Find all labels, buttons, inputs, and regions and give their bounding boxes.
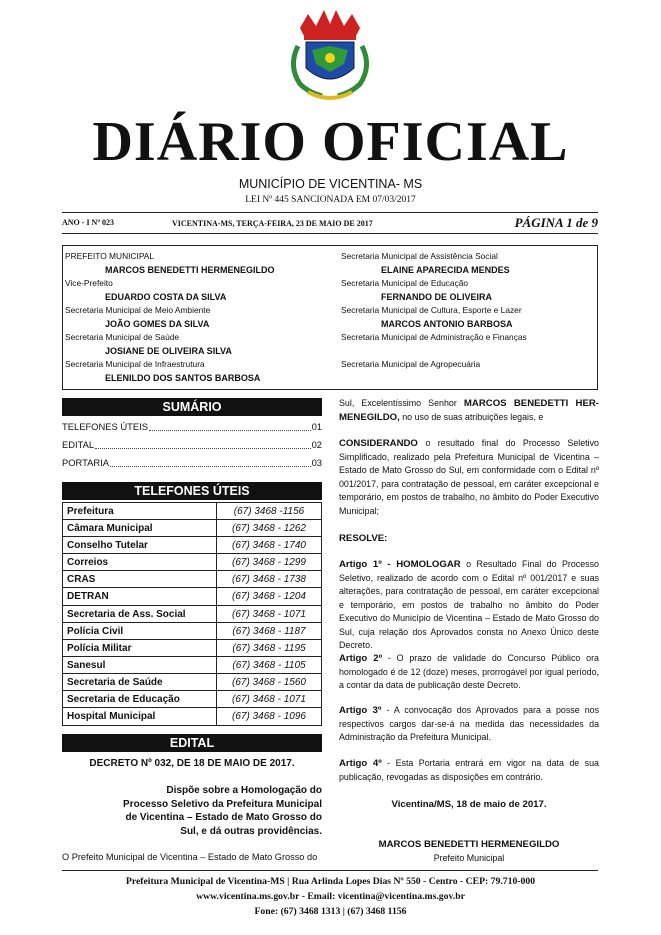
table-row [63,520,321,537]
ementa-line: Processo Seletivo da Prefeitura Municipal [123,798,322,810]
official-name: MARCOS BENEDETTI HERMENEGILDO [105,264,275,275]
table-row [63,708,321,725]
official-role: Secretaria Municipal de Saúde [65,332,180,342]
intro-name: MARCOS BENEDETTI HER-MENEGILDO, [339,398,599,423]
table-row [63,554,321,571]
table-row [63,623,321,640]
contact-name: Prefeitura [63,503,217,519]
table-row [63,691,321,708]
considerando-paragraph [339,437,599,518]
artigo-label: Artigo 1º - HOMOLOGAR [339,559,461,570]
artigo-text: - O prazo de validade do Concurso Público ora homologado é de 12 (doze) meses, prorrogável por igual período, a contar da data de publicação deste Decreto. [339,653,599,690]
official-role: Secretaria Municipal de Infraestrutura [65,359,205,369]
artigo-label: Artigo 3º [339,705,382,716]
contact-name: Correios [63,554,217,570]
official-role: Secretaria Municipal de Assistência Social [341,251,498,261]
table-row [63,537,321,554]
table-row [63,640,321,657]
page-indicator: PÁGINA 1 de 9 [514,215,598,230]
resolve-heading [339,532,599,546]
contact-phone: (67) 3468 - 1740 [232,540,306,552]
sumario-item-label: TELEFONES ÚTEIS [62,421,148,432]
edital-heading: EDITAL [62,734,322,752]
officials-right-column [341,250,597,372]
official-name: MARCOS ANTONIO BARBOSA [381,318,513,329]
official-role: Secretaria Municipal de Educação [341,278,469,288]
contact-phone: (67) 3468 - 1187 [232,625,306,637]
official-name: FERNANDO DE OLIVEIRA [381,291,493,302]
official-name: EDUARDO COSTA DA SILVA [105,291,227,302]
table-row [63,571,321,588]
lei-label: LEI Nº 445 SANCIONADA EM 07/03/2017 [245,195,416,205]
artigo-label: Artigo 4º [339,758,382,769]
official-role: Secretaria Municipal de Administração e Finanças [341,332,527,342]
signer-name: MARCOS BENEDETTI HERMENEGILDO [378,839,560,850]
official-role: Secretaria Municipal de Agropecuária [341,359,481,369]
table-row [63,674,321,691]
edition-number: ANO - I Nº 023 [62,218,114,227]
intro-paragraph [339,397,599,424]
artigo-label: Artigo 2º [339,653,383,664]
telefones-table [62,502,322,726]
artigo-4 [339,757,599,784]
sumario-item[interactable] [62,436,322,454]
official-name [341,345,597,359]
contact-phone: (67) 3468 - 1299 [232,557,306,569]
local-data-text: Vicentina/MS, 18 de maio de 2017. [391,799,547,810]
municipio-label: MUNICÍPIO DE VICENTINA- MS [238,177,423,191]
decreto-title: DECRETO Nº 032, DE 18 DE MAIO DE 2017. [89,758,295,769]
contact-name: Secretaria de Ass. Social [63,606,217,622]
official-role: PREFEITO MUNICIPAL [65,251,155,261]
contact-phone: (67) 3468 - 1560 [232,676,306,688]
telefones-heading: TELEFONES ÚTEIS [62,482,322,500]
official-name: JOÃO GOMES DA SILVA [105,318,210,329]
ementa-line: Dispõe sobre a Homologação do [166,785,322,796]
sumario-item-label: EDITAL [62,439,95,450]
contact-name: CRAS [63,571,217,587]
officials-box [62,245,598,390]
artigo-2 [339,652,599,693]
municipal-crest-icon [278,6,382,106]
intro-text: no uso de suas atribuições legais, e [399,411,544,422]
official-name: ELAINE APARECIDA MENDES [381,264,510,275]
artigo-text: - Esta Portaria entrará em vigor na data de sua publicação, revogadas as disposições em contrário. [339,758,599,782]
official-role: Secretaria Municipal de Cultura, Esporte e Lazer [341,305,522,315]
footer-address: Prefeitura Municipal de Vicentina-MS | Rua Arlinda Lopes Dias Nº 550 - Centro - CEP: 79.710-000 [125,876,536,887]
sumario-item[interactable] [62,454,322,472]
table-row [63,503,321,520]
publication-date: VICENTINA-MS, TERÇA-FEIRA, 23 DE MAIO DE 2017 [172,219,373,228]
sumario-heading: SUMÁRIO [62,398,322,416]
contact-name: Câmara Municipal [63,520,217,536]
signature-block [339,838,599,865]
contact-phone: (67) 3468 - 1204 [232,591,306,603]
considerando-label: CONSIDERANDO [339,438,418,449]
contact-name: DETRAN [63,588,217,604]
table-row [63,588,321,605]
leader-dots [95,436,310,449]
contact-name: Sanesul [63,657,217,673]
contact-phone: (67) 3468 - 1105 [232,659,306,671]
sumario-item[interactable] [62,418,322,436]
decreto-ementa [92,784,322,838]
contact-name: Secretaria de Saúde [63,674,217,690]
leader-dots [149,418,311,431]
footer-rule [62,870,598,871]
officials-left-column [65,250,331,385]
contact-phone: (67) 3468 - 1071 [232,694,306,706]
sumario-item-page: 03 [311,457,322,468]
ementa-line: Sul, e dá outras providências. [180,825,322,837]
dateline-bar [62,212,598,234]
contact-phone: (67) 3468 - 1195 [232,642,306,654]
artigo-text: - A convocação dos Aprovados para a posse nos respectivos cargos dar-se-á na medida das necessidades da Administração da Prefeitura Municipal. [339,705,600,742]
official-role: Vice-Prefeito [65,278,113,288]
footer-web-email[interactable]: www.vicentina.ms.gov.br - Email: vicentina@vicentina.ms.gov.br [196,891,465,902]
contact-name: Secretaria de Educação [63,691,217,707]
contact-name: Polícia Militar [63,640,217,656]
signer-role: Prefeito Municipal [433,852,505,863]
contact-phone: (67) 3468 - 1096 [232,711,306,723]
page-footer [0,874,661,919]
artigo-3 [339,704,599,745]
sumario-item-label: PORTARIA [62,457,110,468]
footer-phones: Fone: (67) 3468 1313 | (67) 3468 1156 [254,906,407,917]
leader-dots [110,454,311,467]
official-role: Secretaria Municipal de Meio Ambiente [65,305,211,315]
official-name: JOSIANE DE OLIVEIRA SILVA [105,345,232,356]
artigo-1 [339,558,599,653]
contact-phone: (67) 3468 - 1071 [232,608,306,620]
table-row [63,606,321,623]
intro-text: Sul, Excelentíssimo Senhor [339,398,464,408]
sumario-list [62,418,322,472]
artigo-text: o Resultado Final do Processo Seletivo, realizado de acordo com o Edital nº 001/2017 e suas alterações, para contratação de pessoal, em caráter excepcional e temporário, em postos de trabalho no âmbito do Poder Executivo do Município de Vicentina – Estado de Mato Grosso do Sul, cuja relação dos Aprovados consta no Anexo Único deste Decreto. [339,559,599,650]
contact-name: Conselho Tutelar [63,537,217,553]
table-row [63,657,321,674]
sumario-item-page: 02 [311,439,322,450]
local-data [339,798,599,812]
official-name: ELENILDO DOS SANTOS BARBOSA [105,372,261,383]
sumario-item-page: 01 [311,421,322,432]
considerando-text: o resultado final do Processo Seletivo Simplificado, realizado pela Prefeitura Municipal de Vicentina – Estado de Mato Grosso do Sul, em conformidade com o Edital nº 001/2017, para contratação de pessoal, em caráter excepcional e temporário, em postos de trabalho, no âmbito do Poder Executivo Municipal; [339,438,599,516]
contact-name: Hospital Municipal [63,708,217,725]
contact-phone: (67) 3468 -1156 [233,506,305,517]
resolve-label: RESOLVE: [339,533,388,544]
contact-phone: (67) 3468 - 1738 [232,574,306,586]
contact-name: Polícia Civil [63,623,217,639]
ementa-line: de Vicentina – Estado de Mato Grosso do [125,812,322,823]
newspaper-title: DIÁRIO OFICIAL [92,111,569,173]
contact-phone: (67) 3468 - 1262 [232,523,306,535]
decreto-paragraph-start: O Prefeito Municipal de Vicentina – Estado de Mato Grosso do [62,852,318,862]
